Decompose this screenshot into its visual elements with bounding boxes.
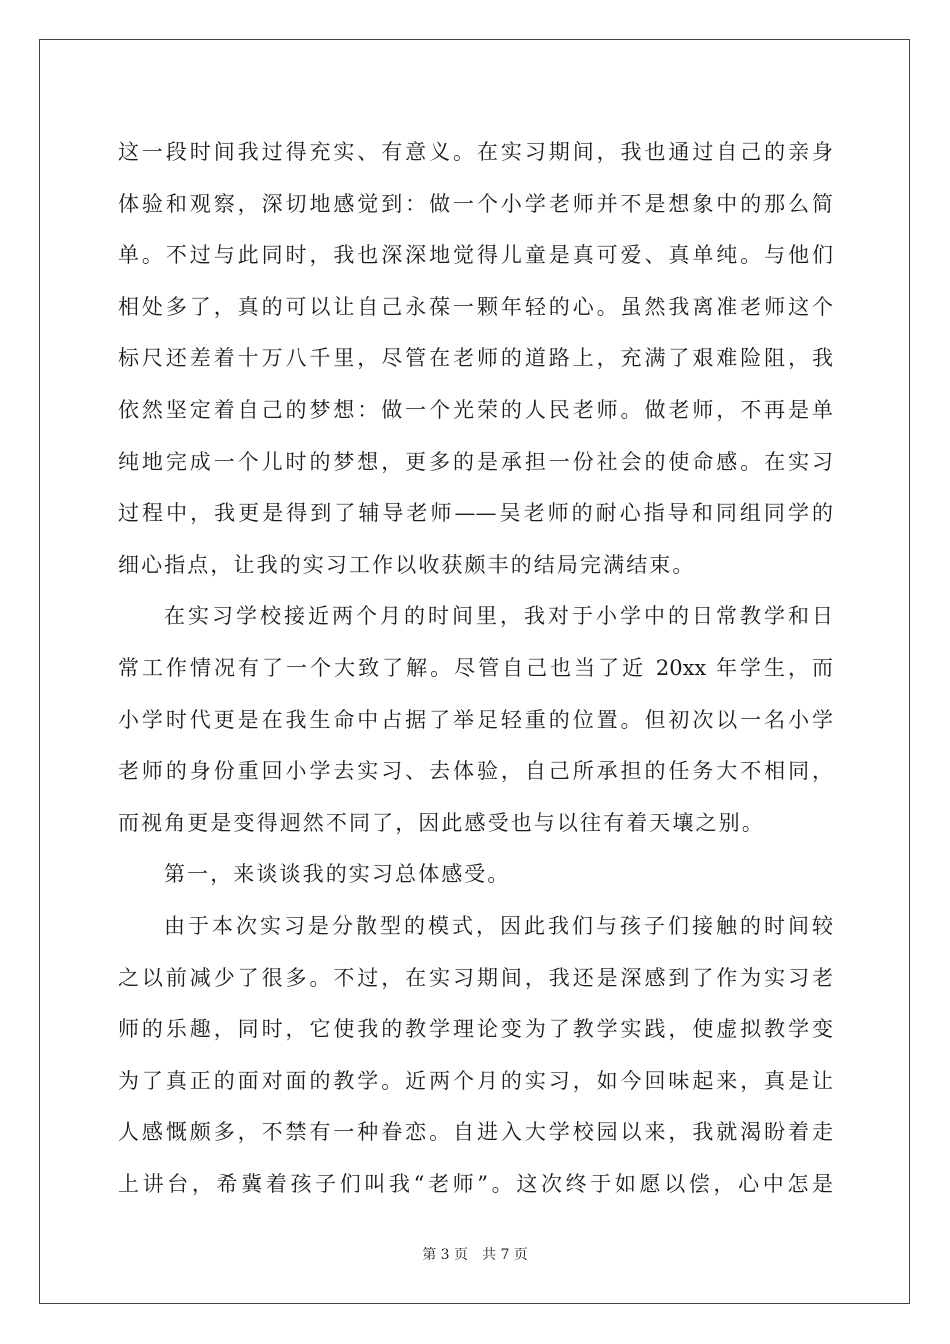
text-line: 标尺还差着十万八千里，尽管在老师的道路上，充满了艰难险阻，我 bbox=[118, 346, 833, 371]
text-line: 常工作情况有了一个大致了解。尽管自己也当了近 20xx 年学生，而 bbox=[118, 655, 833, 680]
text-line: 师的乐趣，同时，它使我的教学理论变为了教学实践，使虚拟教学变 bbox=[118, 1017, 833, 1042]
text-line: 在实习学校接近两个月的时间里，我对于小学中的日常教学和日 bbox=[164, 604, 833, 629]
document-body bbox=[118, 127, 833, 1210]
text-line: 过程中，我更是得到了辅导老师——吴老师的耐心指导和同组同学的 bbox=[118, 501, 833, 526]
text-line: 上讲台，希冀着孩子们叫我“老师”。这次终于如愿以偿，心中怎是 bbox=[118, 1171, 833, 1196]
text-line: 第一，来谈谈我的实习总体感受。 bbox=[164, 862, 511, 887]
text-line: 由于本次实习是分散型的模式，因此我们与孩子们接触的时间较 bbox=[164, 913, 833, 938]
page-number: 第 3 页 bbox=[422, 1247, 468, 1263]
text-line: 细心指点，让我的实习工作以收获颇丰的结局完满结束。 bbox=[118, 552, 696, 577]
text-line: 依然坚定着自己的梦想：做一个光荣的人民老师。做老师，不再是单 bbox=[118, 397, 833, 422]
text-line: 人感慨颇多，不禁有一种眷恋。自进入大学校园以来，我就渴盼着走 bbox=[118, 1120, 833, 1145]
text-line: 之以前减少了很多。不过，在实习期间，我还是深感到了作为实习老 bbox=[118, 965, 833, 990]
text-line: 小学时代更是在我生命中占据了举足轻重的位置。但初次以一名小学 bbox=[118, 707, 833, 732]
page-total: 共 7 页 bbox=[482, 1247, 528, 1263]
text-line: 为了真正的面对面的教学。近两个月的实习，如今回味起来，真是让 bbox=[118, 1068, 833, 1093]
page-footer bbox=[0, 1245, 950, 1265]
text-line: 纯地完成一个儿时的梦想，更多的是承担一份社会的使命感。在实习 bbox=[118, 449, 833, 474]
text-line: 相处多了，真的可以让自己永葆一颗年轻的心。虽然我离准老师这个 bbox=[118, 294, 833, 319]
text-line: 体验和观察，深切地感觉到：做一个小学老师并不是想象中的那么简 bbox=[118, 191, 833, 216]
text-line: 单。不过与此同时，我也深深地觉得儿童是真可爱、真单纯。与他们 bbox=[118, 243, 833, 268]
text-line: 而视角更是变得迥然不同了，因此感受也与以往有着天壤之别。 bbox=[118, 810, 765, 835]
text-line: 这一段时间我过得充实、有意义。在实习期间，我也通过自己的亲身 bbox=[118, 140, 833, 164]
text-line: 老师的身份重回小学去实习、去体验，自己所承担的任务大不相同， bbox=[118, 759, 833, 784]
